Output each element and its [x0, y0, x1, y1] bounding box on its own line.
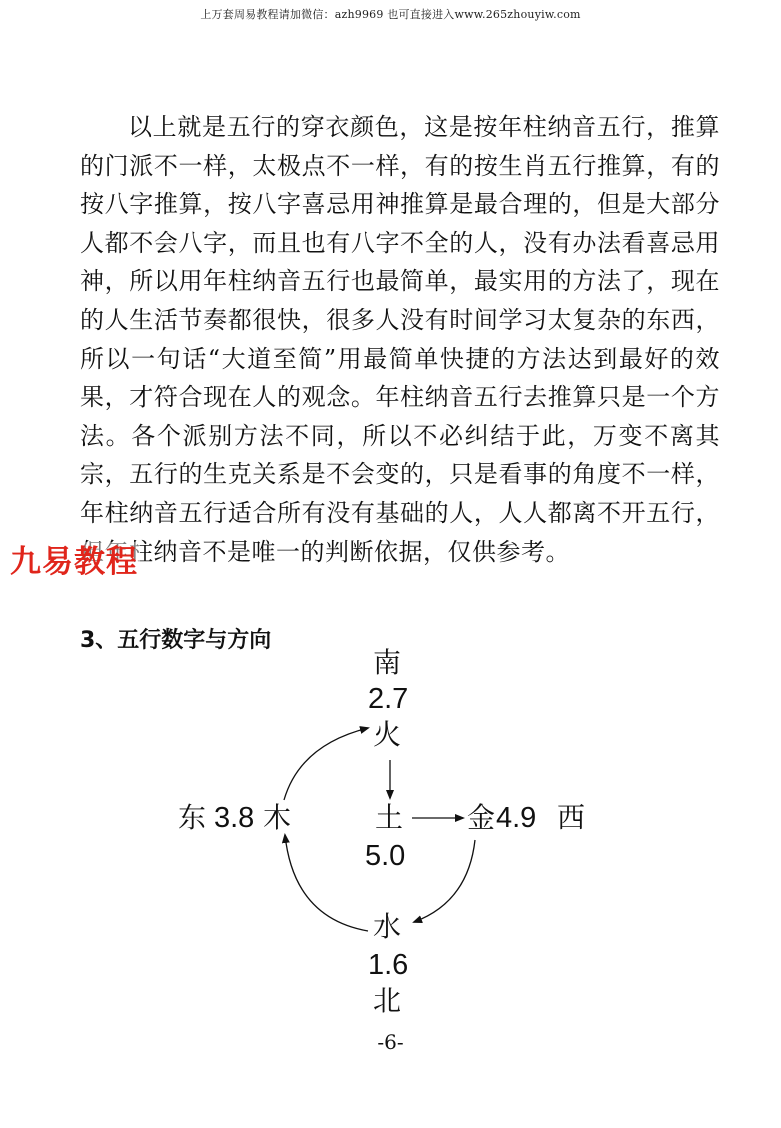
metal-element-label: 金 [467, 801, 496, 834]
watermark-logo: 九易教程 [10, 544, 138, 580]
west-number: 4.9 [496, 802, 537, 834]
section-heading: 3、五行数字与方向 [80, 628, 272, 653]
center-number: 5.0 [365, 840, 406, 872]
earth-element-label: 土 [375, 801, 404, 834]
header-banner: 上万套周易教程请加微信：azh9969 也可直接进入www.265zhouyiw.com [200, 8, 581, 21]
south-direction-label: 南 [373, 646, 402, 679]
west-direction-label: 西 [557, 801, 586, 834]
east-number: 3.8 [214, 802, 255, 834]
fire-element-label: 火 [373, 718, 402, 751]
north-number: 1.6 [368, 949, 409, 981]
water-element-label: 水 [373, 910, 402, 943]
page-number: -6- [377, 1030, 404, 1054]
five-elements-diagram [0, 640, 781, 1030]
arrow-water-to-wood [285, 835, 368, 931]
north-direction-label: 北 [373, 984, 402, 1017]
arrow-metal-to-water [414, 840, 475, 922]
main-paragraph: 以上就是五行的穿衣颜色，这是按年柱纳音五行，推算的门派不一样，太极点不一样，有的按生肖五行推算，有的按八字推算，按八字喜忌用神推算是最合理的，但是大部分人都不会八字，而且也有八字不全的人，没有办法看喜忌用神，所以用年柱纳音五行也最简单，最实用的方法了，现在的人生活节奏都很快，很多人没有时间学习太复杂的东西，所以一句话“大道至简”用最简单快捷的方法达到最好的效果，才符合现在人的观念。年柱纳音五行去推算只是一个方法。各个派别方法不同，所以不必纠结于此，万变不离其宗，五行的生克关系是不会变的，只是看事的角度不一样，年柱纳音五行适合所有没有基础的人，人人都离不开五行，但年柱纳音不是唯一的判断依据，仅供参考。 [80, 113, 720, 566]
south-number: 2.7 [368, 683, 409, 715]
wood-element-label: 木 [263, 801, 292, 834]
body-text [80, 108, 720, 571]
arrow-wood-to-fire [284, 728, 368, 800]
east-direction-label: 东 [178, 801, 207, 834]
